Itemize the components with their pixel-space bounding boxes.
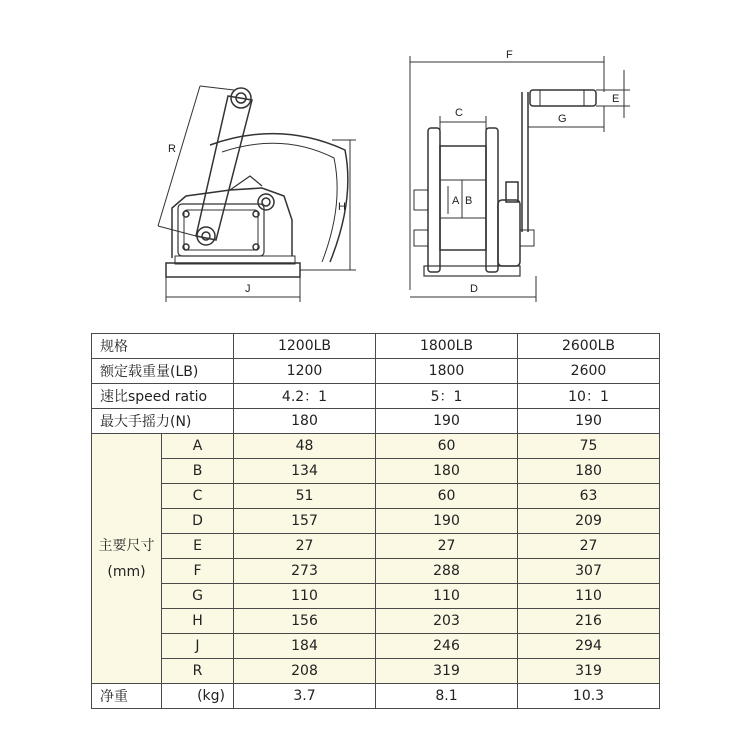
table-cell: 27 — [376, 534, 518, 559]
label-J: J — [245, 283, 251, 295]
table-cell: 184 — [234, 634, 376, 659]
dimension-row — [92, 484, 660, 509]
table-cell: 4.2：1 — [234, 384, 376, 409]
dimension-row — [92, 634, 660, 659]
technical-drawings — [0, 0, 750, 320]
table-cell: 60 — [376, 434, 518, 459]
table-cell: 273 — [234, 559, 376, 584]
table-row — [92, 409, 660, 434]
table-cell: 1200 — [234, 359, 376, 384]
table-row — [92, 359, 660, 384]
table-cell: 2600 — [518, 359, 660, 384]
table-cell: 110 — [234, 584, 376, 609]
table-cell: 1800 — [376, 359, 518, 384]
dimension-row — [92, 509, 660, 534]
label-G: G — [558, 113, 567, 125]
table-cell: 180 — [376, 459, 518, 484]
table-cell: 134 — [234, 459, 376, 484]
table-cell: 319 — [518, 659, 660, 684]
dimension-row — [92, 659, 660, 684]
dimension-key: F — [162, 559, 234, 584]
label-A: A — [452, 195, 460, 207]
spec-table — [91, 333, 660, 709]
table-cell: 157 — [234, 509, 376, 534]
table-cell: 246 — [376, 634, 518, 659]
table-cell: 27 — [518, 534, 660, 559]
table-cell: 294 — [518, 634, 660, 659]
dimension-key: C — [162, 484, 234, 509]
label-C: C — [455, 107, 463, 119]
dimension-key: A — [162, 434, 234, 459]
dimension-key: G — [162, 584, 234, 609]
dimension-row — [92, 559, 660, 584]
table-cell: 75 — [518, 434, 660, 459]
label-F: F — [506, 49, 513, 61]
front-view-drawing — [414, 90, 596, 276]
table-cell: 27 — [234, 534, 376, 559]
table-cell: 48 — [234, 434, 376, 459]
dimension-group-label — [92, 434, 162, 684]
table-cell: 216 — [518, 609, 660, 634]
weight-unit: (kg) — [162, 684, 234, 709]
table-cell: 10.3 — [518, 684, 660, 709]
table-cell: 180 — [518, 459, 660, 484]
table-cell: 8.1 — [376, 684, 518, 709]
table-cell: 190 — [518, 409, 660, 434]
row-label: 最大手摇力(N) — [92, 409, 234, 434]
dimension-row — [92, 609, 660, 634]
dimension-key: R — [162, 659, 234, 684]
table-cell: 51 — [234, 484, 376, 509]
row-label: 额定载重量(LB) — [92, 359, 234, 384]
label-H: H — [338, 201, 346, 213]
side-view-drawing — [166, 88, 348, 277]
dimension-group-unit: (mm) — [107, 563, 146, 580]
table-cell: 63 — [518, 484, 660, 509]
table-cell: 180 — [234, 409, 376, 434]
table-cell: 10：1 — [518, 384, 660, 409]
row-label: 速比speed ratio — [92, 384, 234, 409]
table-cell: 288 — [376, 559, 518, 584]
weight-row — [92, 684, 660, 709]
dimension-key: H — [162, 609, 234, 634]
label-R: R — [168, 143, 176, 155]
table-cell: 190 — [376, 509, 518, 534]
table-cell: 3.7 — [234, 684, 376, 709]
label-B: B — [465, 195, 473, 207]
dimension-key: J — [162, 634, 234, 659]
table-cell: 156 — [234, 609, 376, 634]
table-cell: 110 — [518, 584, 660, 609]
table-cell: 208 — [234, 659, 376, 684]
label-D: D — [470, 283, 478, 295]
column-header: 2600LB — [518, 334, 660, 359]
dimension-key: E — [162, 534, 234, 559]
dimension-group-title: 主要尺寸 — [98, 537, 155, 554]
dimension-row — [92, 534, 660, 559]
table-row — [92, 384, 660, 409]
dimension-row — [92, 434, 660, 459]
label-E: E — [612, 93, 620, 105]
table-cell: 110 — [376, 584, 518, 609]
column-header: 1200LB — [234, 334, 376, 359]
header-row — [92, 334, 660, 359]
dimension-H — [300, 140, 356, 270]
dimension-row — [92, 459, 660, 484]
dimension-J — [166, 277, 300, 302]
dimension-key: B — [162, 459, 234, 484]
table-cell: 307 — [518, 559, 660, 584]
table-cell: 203 — [376, 609, 518, 634]
header-label: 规格 — [92, 334, 234, 359]
weight-label: 净重 — [92, 684, 162, 709]
dimension-C — [440, 116, 486, 146]
table-cell: 190 — [376, 409, 518, 434]
table-cell: 319 — [376, 659, 518, 684]
dimension-key: D — [162, 509, 234, 534]
dimension-F — [410, 56, 604, 290]
dimension-row — [92, 584, 660, 609]
table-cell: 5：1 — [376, 384, 518, 409]
column-header: 1800LB — [376, 334, 518, 359]
table-cell: 60 — [376, 484, 518, 509]
table-cell: 209 — [518, 509, 660, 534]
